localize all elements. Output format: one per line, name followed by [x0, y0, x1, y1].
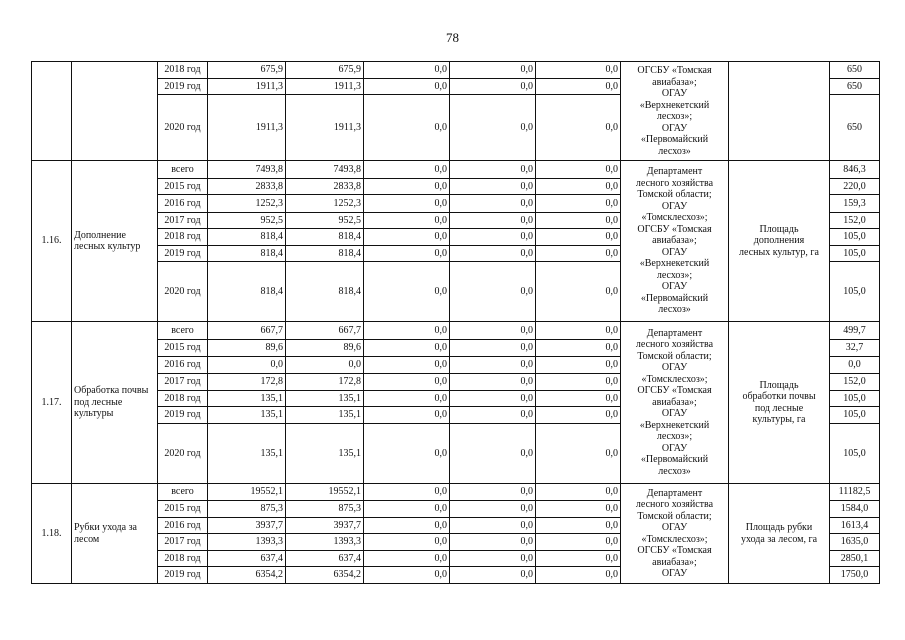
budget-cell: 0,0 [536, 424, 621, 484]
total-cell: 1393,3 [208, 534, 286, 551]
budget-cell: 0,0 [450, 501, 536, 518]
table-row [32, 161, 880, 179]
budget-cell: 0,0 [450, 340, 536, 357]
budget-cell: 0,0 [364, 374, 450, 391]
budget-cell: 0,0 [364, 161, 450, 179]
budget-cell: 0,0 [536, 195, 621, 213]
total-cell: 675,9 [208, 62, 286, 79]
budget-cell: 7493,8 [286, 161, 364, 179]
budget-cell: 0,0 [450, 518, 536, 534]
budget-cell: 0,0 [450, 322, 536, 340]
year-cell: 2015 год [158, 179, 208, 195]
total-cell: 818,4 [208, 262, 286, 322]
program-table [31, 61, 880, 584]
budget-cell: 2833,8 [286, 179, 364, 195]
year-cell: всего [158, 161, 208, 179]
budget-cell: 0,0 [536, 262, 621, 322]
total-cell: 952,5 [208, 213, 286, 229]
budget-cell: 0,0 [364, 534, 450, 551]
budget-cell: 0,0 [536, 95, 621, 161]
total-cell: 818,4 [208, 246, 286, 262]
year-cell: 2015 год [158, 340, 208, 357]
total-cell: 1252,3 [208, 195, 286, 213]
budget-cell: 0,0 [364, 551, 450, 567]
budget-cell: 0,0 [450, 246, 536, 262]
budget-cell: 0,0 [364, 501, 450, 518]
year-cell: 2018 год [158, 391, 208, 407]
budget-cell: 0,0 [450, 357, 536, 374]
year-cell: 2020 год [158, 95, 208, 161]
budget-cell: 0,0 [364, 484, 450, 501]
budget-cell: 0,0 [536, 161, 621, 179]
budget-cell: 0,0 [450, 62, 536, 79]
year-cell: 2016 год [158, 195, 208, 213]
indicator-value: 1750,0 [830, 567, 880, 584]
budget-cell: 0,0 [536, 340, 621, 357]
total-cell: 172,8 [208, 374, 286, 391]
indicator-value: 159,3 [830, 195, 880, 213]
budget-cell: 0,0 [450, 567, 536, 584]
total-cell: 2833,8 [208, 179, 286, 195]
total-cell: 19552,1 [208, 484, 286, 501]
item-name [72, 62, 158, 161]
budget-cell: 6354,2 [286, 567, 364, 584]
indicator-value: 105,0 [830, 262, 880, 322]
item-name: Рубки ухода за лесом [72, 484, 158, 584]
budget-cell: 0,0 [450, 407, 536, 424]
budget-cell: 0,0 [450, 391, 536, 407]
budget-cell: 0,0 [450, 229, 536, 246]
budget-cell: 1393,3 [286, 534, 364, 551]
indicator-cell [729, 62, 830, 161]
indicator-value: 220,0 [830, 179, 880, 195]
total-cell: 637,4 [208, 551, 286, 567]
budget-cell: 0,0 [364, 407, 450, 424]
budget-cell: 675,9 [286, 62, 364, 79]
indicator-value: 650 [830, 62, 880, 79]
budget-cell: 875,3 [286, 501, 364, 518]
budget-cell: 0,0 [364, 424, 450, 484]
budget-cell: 0,0 [364, 340, 450, 357]
item-name: Дополнение лесных культур [72, 161, 158, 322]
indicator-value: 0,0 [830, 357, 880, 374]
executor-cell: ОГСБУ «Томская авиабаза»; ОГАУ «Верхнекетский лесхоз»; ОГАУ «Первомайский лесхоз» [621, 62, 729, 161]
table-row [32, 484, 880, 501]
total-cell: 818,4 [208, 229, 286, 246]
indicator-value: 105,0 [830, 391, 880, 407]
year-cell: 2017 год [158, 534, 208, 551]
total-cell: 7493,8 [208, 161, 286, 179]
budget-cell: 0,0 [364, 246, 450, 262]
indicator-cell: Площадь рубки ухода за лесом, га [729, 484, 830, 584]
indicator-value: 2850,1 [830, 551, 880, 567]
budget-cell: 0,0 [536, 79, 621, 95]
budget-cell: 0,0 [450, 262, 536, 322]
budget-cell: 0,0 [364, 213, 450, 229]
year-cell: всего [158, 484, 208, 501]
total-cell: 89,6 [208, 340, 286, 357]
budget-cell: 0,0 [536, 322, 621, 340]
budget-cell: 0,0 [364, 62, 450, 79]
budget-cell: 0,0 [536, 179, 621, 195]
executor-cell: Департамент лесного хозяйства Томской области; ОГАУ «Томсклесхоз»; ОГСБУ «Томская авиабаза»; ОГАУ «Верхнекетский лесхоз»; ОГАУ «Первомайский лесхоз» [621, 322, 729, 484]
indicator-value: 846,3 [830, 161, 880, 179]
indicator-value: 105,0 [830, 407, 880, 424]
year-cell: 2016 год [158, 518, 208, 534]
budget-cell: 0,0 [450, 95, 536, 161]
indicator-value: 1635,0 [830, 534, 880, 551]
item-number: 1.18. [32, 484, 72, 584]
budget-cell: 0,0 [364, 518, 450, 534]
budget-cell: 818,4 [286, 246, 364, 262]
budget-cell: 0,0 [450, 551, 536, 567]
indicator-value: 499,7 [830, 322, 880, 340]
budget-cell: 0,0 [364, 95, 450, 161]
budget-cell: 0,0 [364, 262, 450, 322]
year-cell: 2019 год [158, 407, 208, 424]
budget-cell: 0,0 [364, 357, 450, 374]
budget-cell: 172,8 [286, 374, 364, 391]
year-cell: 2018 год [158, 62, 208, 79]
budget-cell: 135,1 [286, 424, 364, 484]
indicator-value: 105,0 [830, 229, 880, 246]
total-cell: 135,1 [208, 407, 286, 424]
year-cell: 2020 год [158, 262, 208, 322]
budget-cell: 135,1 [286, 391, 364, 407]
total-cell: 6354,2 [208, 567, 286, 584]
budget-cell: 0,0 [450, 484, 536, 501]
budget-cell: 19552,1 [286, 484, 364, 501]
year-cell: 2019 год [158, 567, 208, 584]
budget-cell: 1911,3 [286, 95, 364, 161]
total-cell: 1911,3 [208, 79, 286, 95]
page-number: 78 [446, 30, 459, 45]
budget-cell: 0,0 [536, 213, 621, 229]
year-cell: всего [158, 322, 208, 340]
budget-cell: 0,0 [536, 374, 621, 391]
budget-cell: 0,0 [536, 391, 621, 407]
budget-cell: 0,0 [450, 424, 536, 484]
budget-cell: 0,0 [364, 195, 450, 213]
budget-cell: 0,0 [364, 391, 450, 407]
item-number [32, 62, 72, 161]
indicator-value: 32,7 [830, 340, 880, 357]
total-cell: 667,7 [208, 322, 286, 340]
total-cell: 3937,7 [208, 518, 286, 534]
budget-cell: 135,1 [286, 407, 364, 424]
budget-cell: 637,4 [286, 551, 364, 567]
budget-cell: 89,6 [286, 340, 364, 357]
item-number: 1.16. [32, 161, 72, 322]
year-cell: 2020 год [158, 424, 208, 484]
total-cell: 1911,3 [208, 95, 286, 161]
total-cell: 135,1 [208, 391, 286, 407]
year-cell: 2019 год [158, 79, 208, 95]
year-cell: 2015 год [158, 501, 208, 518]
budget-cell: 0,0 [364, 179, 450, 195]
budget-cell: 3937,7 [286, 518, 364, 534]
indicator-value: 105,0 [830, 246, 880, 262]
budget-cell: 0,0 [536, 229, 621, 246]
item-number: 1.17. [32, 322, 72, 484]
budget-cell: 1911,3 [286, 79, 364, 95]
total-cell: 0,0 [208, 357, 286, 374]
budget-cell: 818,4 [286, 262, 364, 322]
budget-cell: 0,0 [364, 567, 450, 584]
year-cell: 2018 год [158, 551, 208, 567]
total-cell: 875,3 [208, 501, 286, 518]
budget-cell: 0,0 [536, 357, 621, 374]
budget-cell: 0,0 [536, 501, 621, 518]
budget-cell: 0,0 [450, 195, 536, 213]
budget-cell: 0,0 [364, 79, 450, 95]
budget-cell: 0,0 [536, 62, 621, 79]
budget-cell: 0,0 [450, 79, 536, 95]
budget-cell: 0,0 [450, 374, 536, 391]
budget-cell: 0,0 [364, 229, 450, 246]
budget-cell: 952,5 [286, 213, 364, 229]
indicator-cell: Площадь дополнения лесных культур, га [729, 161, 830, 322]
budget-cell: 0,0 [450, 161, 536, 179]
item-name: Обработка почвы под лесные культуры [72, 322, 158, 484]
budget-cell: 1252,3 [286, 195, 364, 213]
budget-cell: 0,0 [536, 484, 621, 501]
indicator-value: 1584,0 [830, 501, 880, 518]
indicator-value: 105,0 [830, 424, 880, 484]
year-cell: 2017 год [158, 374, 208, 391]
budget-cell: 0,0 [536, 551, 621, 567]
indicator-value: 11182,5 [830, 484, 880, 501]
executor-cell: Департамент лесного хозяйства Томской области; ОГАУ «Томсклесхоз»; ОГСБУ «Томская авиабаза»; ОГАУ [621, 484, 729, 584]
budget-cell: 0,0 [536, 567, 621, 584]
indicator-cell: Площадь обработки почвы под лесные культуры, га [729, 322, 830, 484]
budget-cell: 818,4 [286, 229, 364, 246]
year-cell: 2016 год [158, 357, 208, 374]
budget-cell: 667,7 [286, 322, 364, 340]
budget-cell: 0,0 [450, 213, 536, 229]
budget-cell: 0,0 [536, 407, 621, 424]
year-cell: 2017 год [158, 213, 208, 229]
table-row [32, 322, 880, 340]
indicator-value: 650 [830, 79, 880, 95]
executor-cell: Департамент лесного хозяйства Томской области; ОГАУ «Томсклесхоз»; ОГСБУ «Томская авиабаза»; ОГАУ «Верхнекетский лесхоз»; ОГАУ «Первомайский лесхоз» [621, 161, 729, 322]
budget-cell: 0,0 [536, 246, 621, 262]
budget-cell: 0,0 [450, 534, 536, 551]
indicator-value: 1613,4 [830, 518, 880, 534]
year-cell: 2018 год [158, 229, 208, 246]
budget-cell: 0,0 [450, 179, 536, 195]
indicator-value: 650 [830, 95, 880, 161]
budget-cell: 0,0 [364, 322, 450, 340]
indicator-value: 152,0 [830, 213, 880, 229]
total-cell: 135,1 [208, 424, 286, 484]
table-body [32, 62, 880, 584]
budget-cell: 0,0 [536, 518, 621, 534]
table-row [32, 62, 880, 79]
budget-cell: 0,0 [286, 357, 364, 374]
indicator-value: 152,0 [830, 374, 880, 391]
year-cell: 2019 год [158, 246, 208, 262]
budget-cell: 0,0 [536, 534, 621, 551]
